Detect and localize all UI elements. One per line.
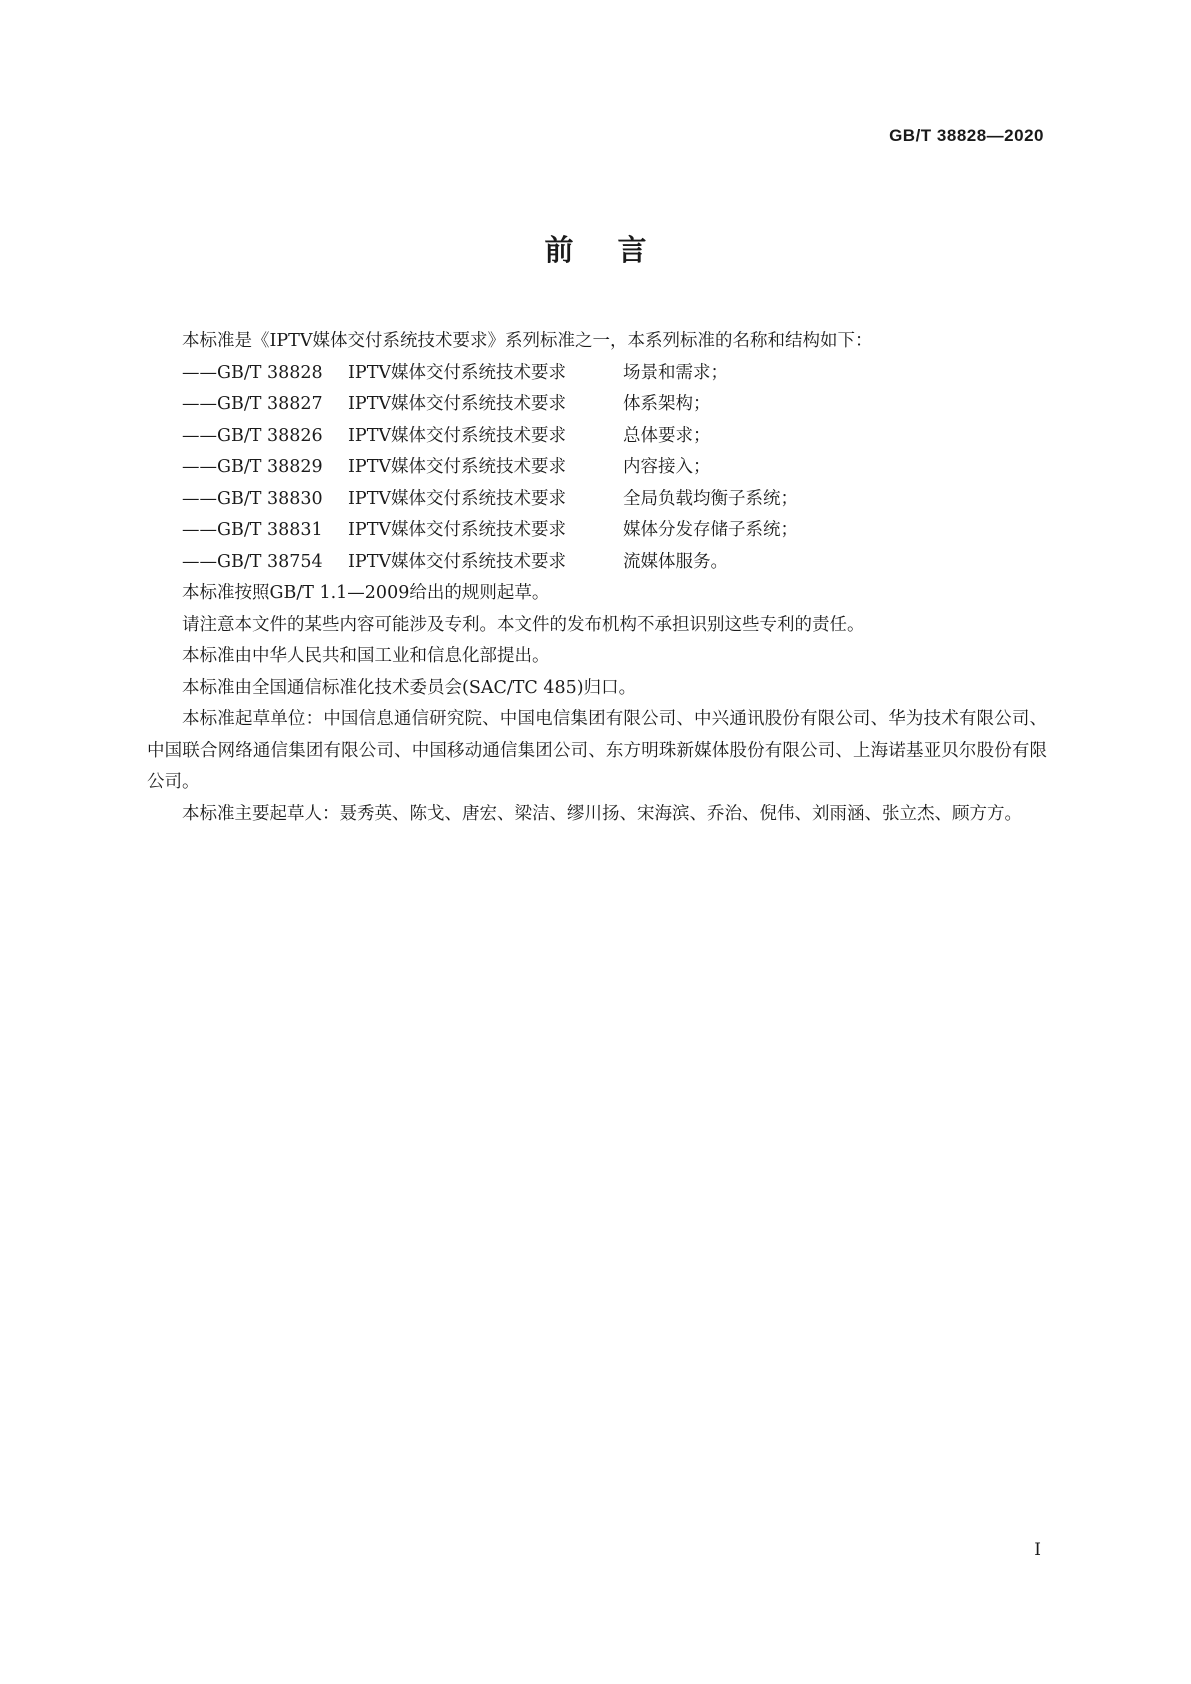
series-code: ——GB/T 38831	[182, 520, 323, 540]
series-main-title: IPTV媒体交付系统技术要求	[348, 457, 566, 477]
series-main-title: IPTV媒体交付系统技术要求	[348, 520, 566, 540]
drafters-paragraph: 本标准主要起草人：聂秀英、陈戈、唐宏、梁洁、缪川扬、宋海滨、乔治、倪伟、刘雨涵、张立杰、顾方方。	[182, 803, 1022, 824]
series-item	[147, 358, 1047, 390]
series-code: ——GB/T 38828	[182, 362, 323, 383]
series-item	[147, 389, 1047, 421]
series-code: ——GB/T 38829	[182, 457, 323, 477]
document-body	[147, 326, 1047, 830]
proposer-paragraph: 本标准由中华人民共和国工业和信息化部提出。	[182, 646, 550, 666]
series-main-title: IPTV媒体交付系统技术要求	[348, 362, 566, 383]
series-subtitle: 全局负载均衡子系统；	[623, 488, 798, 509]
series-subtitle: 媒体分发存储子系统；	[623, 520, 798, 540]
patent-notice-paragraph: 请注意本文件的某些内容可能涉及专利。本文件的发布机构不承担识别这些专利的责任。	[182, 614, 865, 635]
series-main-title: IPTV媒体交付系统技术要求	[348, 394, 566, 414]
series-item	[147, 421, 1047, 453]
series-main-title: IPTV媒体交付系统技术要求	[348, 488, 566, 509]
series-item	[147, 452, 1047, 484]
series-code: ——GB/T 38754	[182, 551, 323, 572]
series-subtitle: 总体要求；	[623, 425, 711, 446]
series-item	[147, 484, 1047, 516]
series-code: ——GB/T 38826	[182, 425, 323, 446]
standard-code: GB/T 38828—2020	[889, 126, 1044, 145]
page-number: I	[1034, 1540, 1041, 1560]
series-code: ——GB/T 38827	[182, 394, 323, 414]
series-subtitle: 体系架构；	[623, 394, 711, 414]
responsible-committee-paragraph: 本标准由全国通信标准化技术委员会(SAC/TC 485)归口。	[182, 677, 637, 698]
series-subtitle: 场景和需求；	[623, 362, 728, 383]
series-list	[147, 358, 1047, 579]
series-item	[147, 515, 1047, 547]
series-subtitle: 流媒体服务。	[623, 551, 728, 572]
drafting-units-paragraph: 本标准起草单位：中国信息通信研究院、中国电信集团有限公司、中兴通讯股份有限公司、华为技术有限公司、中国联合网络通信集团有限公司、中国移动通信集团公司、东方明珠新媒体股份有限公司、上海诺基亚贝尔股份有限公司。	[147, 709, 1047, 792]
page-title: 前言	[544, 233, 691, 267]
intro-paragraph: 本标准是《IPTV媒体交付系统技术要求》系列标准之一，本系列标准的名称和结构如下：	[182, 331, 873, 351]
series-item	[147, 547, 1047, 579]
series-main-title: IPTV媒体交付系统技术要求	[348, 551, 566, 572]
series-subtitle: 内容接入；	[623, 457, 711, 477]
series-code: ——GB/T 38830	[182, 488, 323, 509]
series-main-title: IPTV媒体交付系统技术要求	[348, 425, 566, 446]
drafting-rules-paragraph: 本标准按照GB/T 1.1—2009给出的规则起草。	[182, 583, 550, 603]
